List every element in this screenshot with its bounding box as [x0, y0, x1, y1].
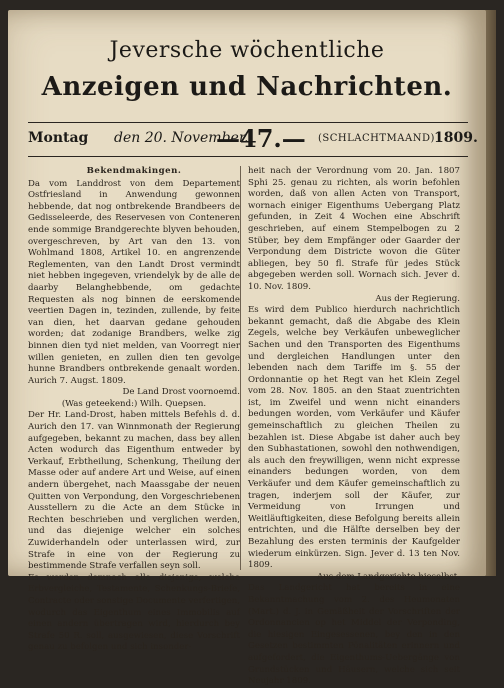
article-signature: (Was geteekend:) Wilh. Quepsen. — [61, 398, 207, 409]
right-column — [248, 166, 460, 687]
dateline-month-name: (SCHLACHTMAAND) — [318, 133, 435, 144]
section-heading: Bekendmakingen. — [86, 166, 182, 176]
column-divider — [240, 166, 241, 570]
article-signature: De Land Drost voornoemd. — [122, 387, 240, 398]
dateline — [28, 124, 478, 153]
dateline-date: den 20. November. — [114, 130, 249, 146]
article-paragraph: Es wird dem Publico hierdurch nachrichtlich bekannt gemacht, daß die Abgabe des Klein Zegels, welche bey Verkäufen unbeweglicher Sachen und den Transporten des Eigenthums und dergleichen Handlungen unter den lebenden nach dem Tariffe im §. 55 der Ordonnantie op het Regt van het Klein Zegel vom 28. Nov. 1805. an den Staat zuentrichten ist, im Zweifel und wenn nicht einanders bedungen worden, vom Verkäufer und Käufer gemeinschaftlich zu gleichen Theilen zu bezahlen ist. Diese Abgabe ist daher auch bey den Subhastationen, sowohl den nothwendigen, als auch den freywilligen, wenn nicht expresse einanders bedungen worden, von dem Verkäufer und dem Käufer gemeinschaftlich zu tragen, inderjem soll der Käufer, zur Vermeidung von Irrungen und Weitläuftigkeiten, diese Befolgung bereits allein entrichten, und die Hälfte derselben bey der Bezahlung des ersten terminis der Kaufgelder wiederum einkürzen. Sign. Jever d. 13 ten Nov. 1809. — [248, 305, 460, 571]
article-paragraph: Es werden demnach alle diejenige, welche Erbvergleiche, Testamente, Schenkungs-Briefe, Contracte oder sonstige Documente verfertigen, wodurch das Eigenthum eines Immobilis auf einen andern übertragen wird, hierdurch bey Strafe 50 R. soll, ausgewiesen, diese Vorschrift genau zu befolgen und sich insonder- — [28, 572, 240, 653]
issue-number: —47.— — [216, 124, 306, 153]
article-paragraph: Das Landgericht hat bereits in eine Bekanntmachung vom 2. des Heumonaten (Mart.) d. J. in Gemäßheit der Vorschriften der Ordonnancien op het Middel der Verponding, die hiesigen Eingesessenen, bey den in den Gesetzen bestimmten Pönalitäten erinnern und aufgefordert, die Eigenthums-Uebergänge von Grundstücken und Häusern, welche sich seit Neujahr 1809. — [248, 583, 460, 687]
masthead-line2: Anzeigen und Nachrichten. — [41, 72, 453, 102]
dateline-day: Montag — [28, 130, 89, 146]
masthead-line1: Jeversche wöchentliche — [109, 38, 385, 63]
article-paragraph: heit nach der Verordnung vom 20. Jan. 1807 Sphi 25. genau zu richten, als worin befohlen worden, daß von allen Acten von Transport, wornach einiger Eigenthums Uebergang Platz gefunden, in Zeit 4 Wochen eine Abschrift geschrieben, auf einem Stempelbogen zu 2 Stüber, bey dem Empfänger oder Gaarder der Verpondung dem Districte wovon die Güter abliegen, bey 50 fl. Strafe für jedes Stück abgegeben werden soll. Wornach sich. Jever d. 10. Nov. 1809. — [248, 166, 460, 292]
article-signature: Aus dem Landgerichte hieselbst. — [317, 571, 460, 582]
top-rule — [28, 122, 468, 123]
article-paragraph: Da vom Landdrost von dem Departement Ostfriesland in Anwendung gewonnen hebbende, dat nog ontbrekende Brandbeers de Gedisseleerde, des Reservesen von Conteneren ende sommige Brandgerechte blyven behouden, overgeschreven, by Art van den 13. von Wohlmand 1808, Artikel 10. en angrenzende Reglementen, van den Landt Drost vermindt niet hebben ingegeven, vriendelyk by de alle de daarby Belanghebbende, om gedachte Requesten als nog binnen de eerskomende veertien Dagen in, tezinden, zullende, by feite van dien, het daarvan gedane gehouden worden; dat zodanige Brandbers, welke zig binnen dien tyd niet melden, van Voorregt nier willen genieten, en zullen dien ten gevolge hunne Brandbers ontbrekende genaalt worden. Aurich 7. Augst. 1809. — [28, 178, 240, 386]
dateline-rule — [28, 156, 468, 157]
dateline-year: 1809. — [434, 130, 478, 146]
left-column — [28, 166, 240, 653]
article-signature: Aus der Regierung. — [375, 293, 460, 304]
newspaper-page — [8, 10, 486, 687]
article-paragraph: Der Hr. Land-Drost, haben mittels Befehls d. d. Aurich den 17. van Winnmonath der Regierung aufgegeben, bekannt zu machen, dass bey allen Acten wodurch das Eigenthum entweder by Verkauf, Erbtheilung, Schenkung, Theilung der Masse oder auf andere Art und Weise, auf einen andern übergehet, nach Maassgabe der neuen Quitten von Verpondung, den Vorgeschriebenen Ausstellern zu die Acte an dem Stücke in Rechten beschrieben und verglichen werden, und das diejenige welcher ein solches Zuwiderhandeln oder unterlassen wird, zur Strafe in eine von der Regierung zu bestimmende Strafe verfallen seyn soll. — [28, 410, 240, 572]
